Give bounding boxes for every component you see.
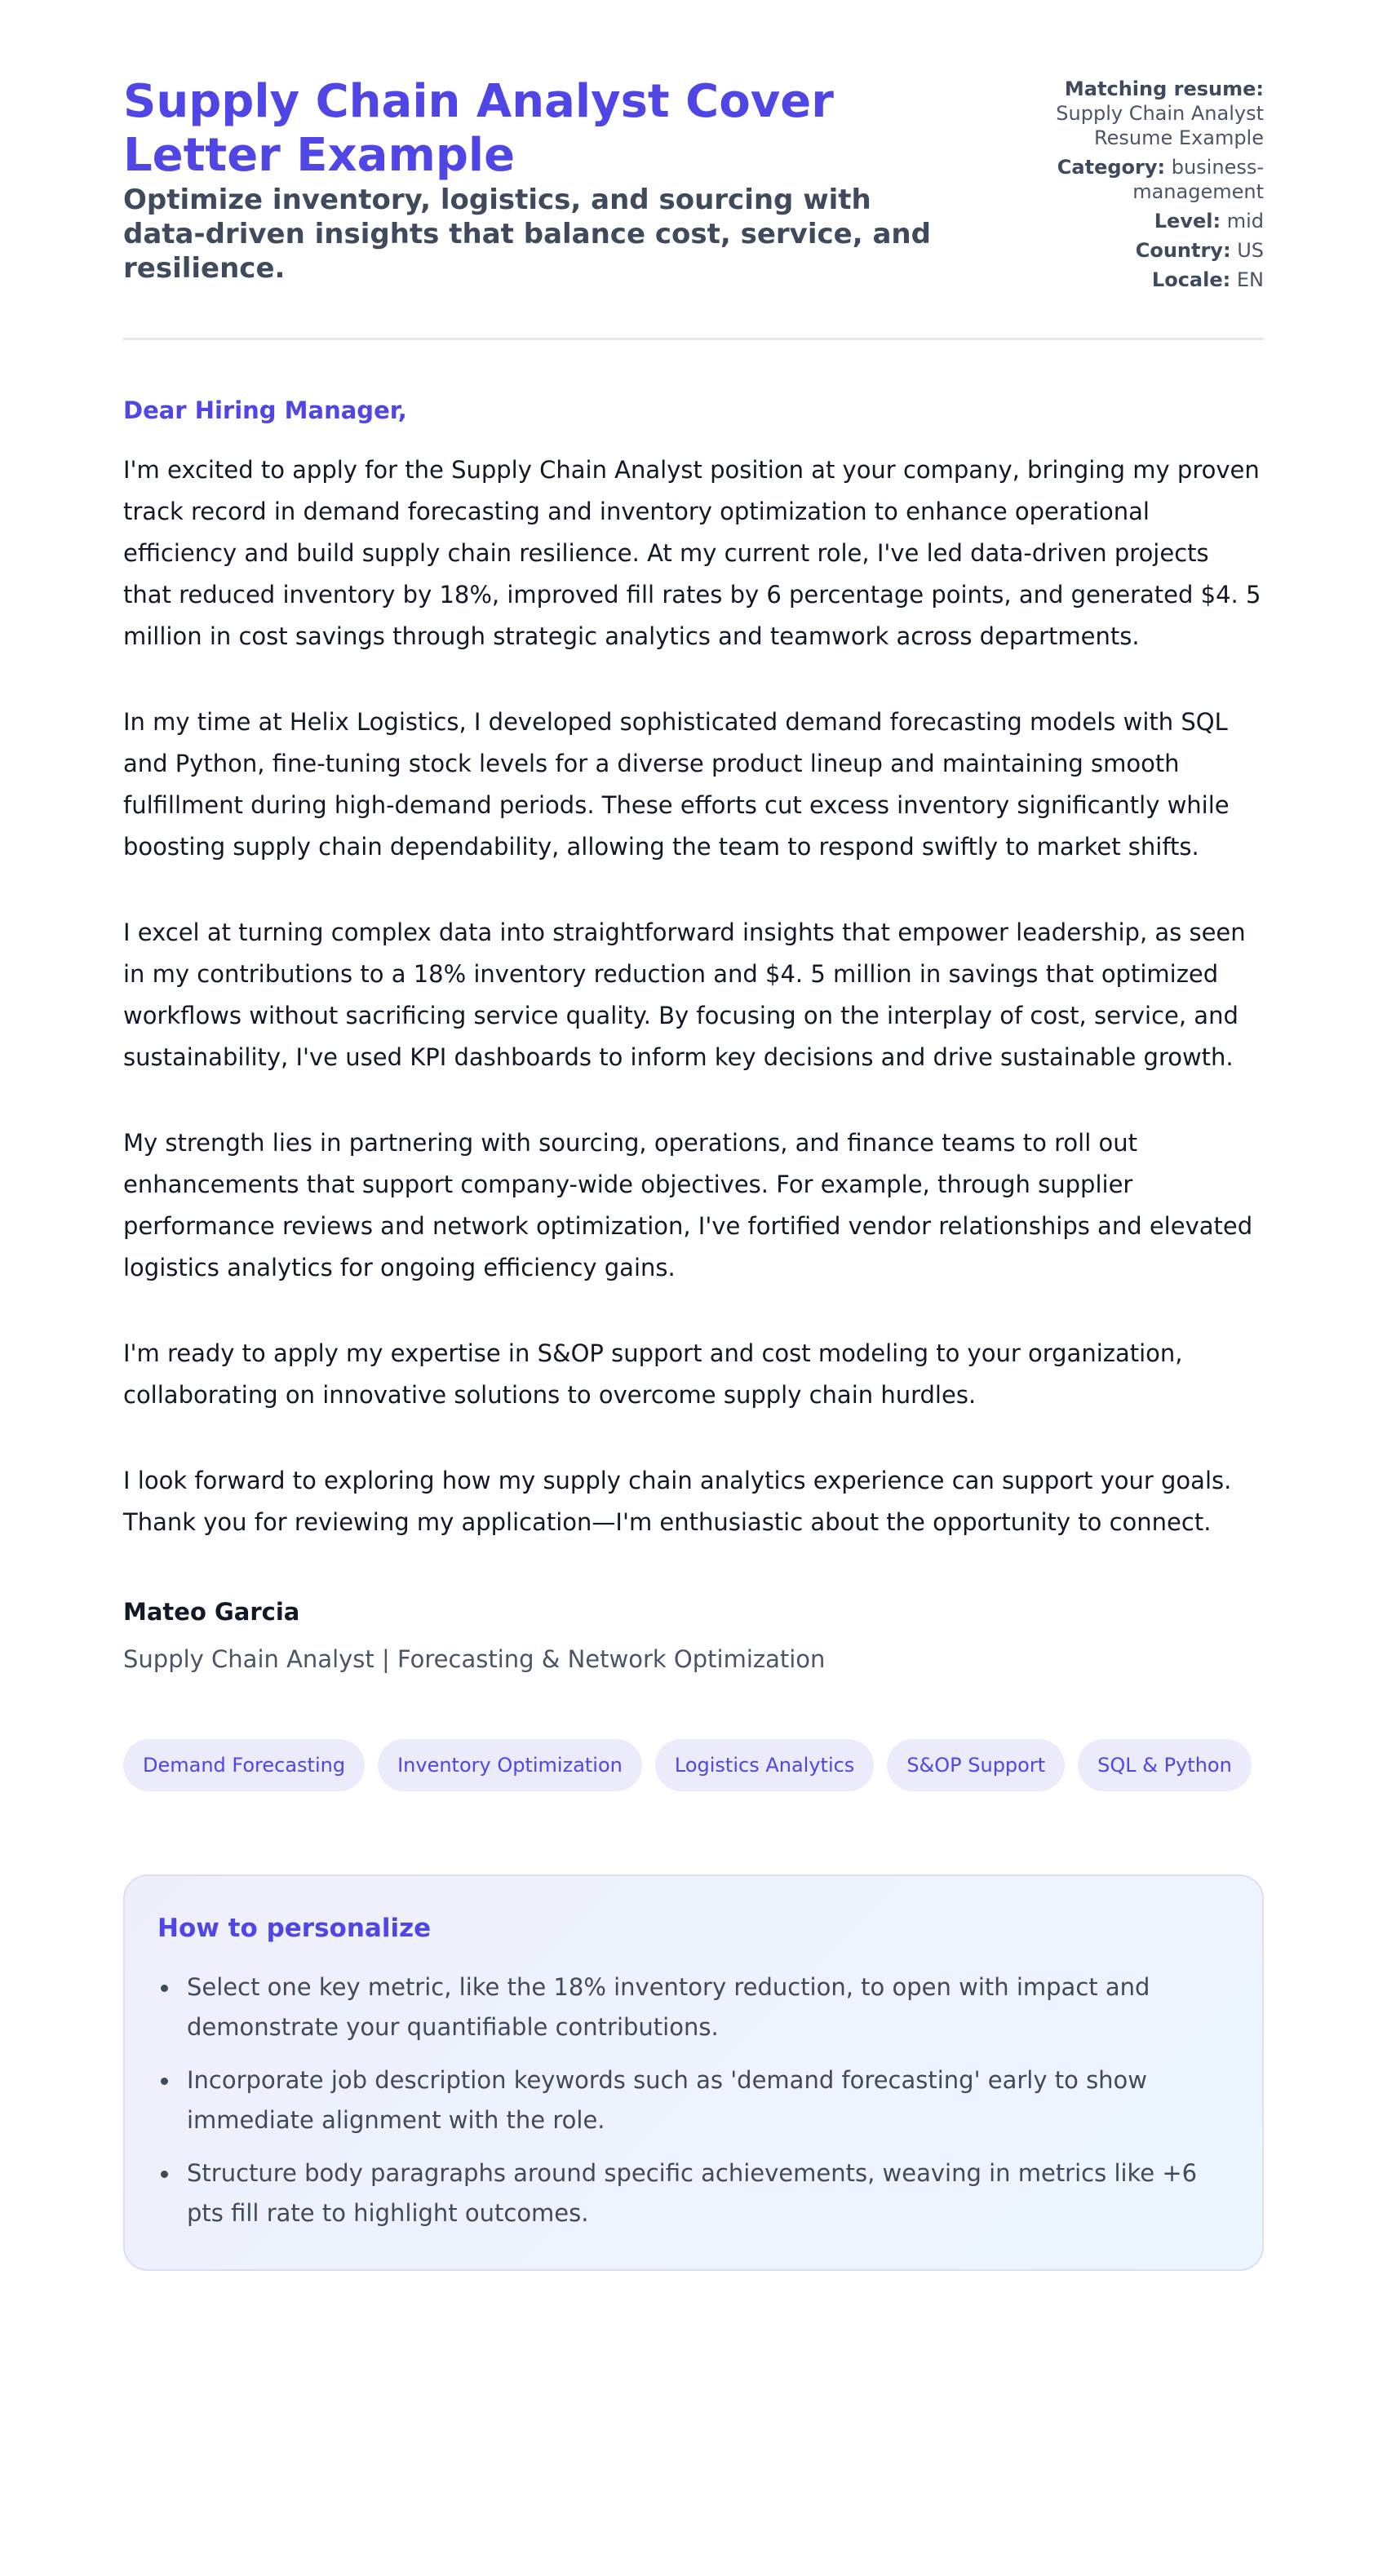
page-header <box>123 75 1264 340</box>
meta-label: Locale: <box>1151 268 1231 291</box>
letter-paragraph: In my time at Helix Logistics, I developed sophisticated demand forecasting models with SQL and Python, fine-tuning stock levels for a diverse product lineup and maintaining smooth fulfillment during high-demand periods. These efforts cut excess inventory significantly while boosting supply chain dependability, allowing the team to respond swiftly to market shifts. <box>123 708 1230 861</box>
meta-value: business-management <box>1132 156 1264 203</box>
letter-paragraph: I'm excited to apply for the Supply Chain Analyst position at your company, bringing my proven track record in demand forecasting and inventory optimization to enhance operational efficiency and build supply chain resilience. At my current role, I've led data-driven projects that reduced inventory by 18%, improved fill rates by 6 percentage points, and generated $4. 5 million in cost savings through strategic analytics and teamwork across departments. <box>123 456 1261 650</box>
meta-value: mid <box>1226 210 1264 232</box>
meta-matching-resume <box>1019 77 1264 150</box>
signature-block <box>123 1596 1264 1675</box>
meta-country <box>1019 238 1264 263</box>
meta-category <box>1019 155 1264 204</box>
meta-panel <box>1019 75 1264 297</box>
personalize-title: How to personalize <box>157 1914 432 1943</box>
signature-title: Supply Chain Analyst | Forecasting & Network Optimization <box>123 1645 826 1673</box>
matching-resume-link[interactable]: Supply Chain Analyst Resume Example <box>1056 102 1264 149</box>
meta-level <box>1019 209 1264 233</box>
personalize-tip <box>157 1967 1230 2047</box>
letter-greeting: Dear Hiring Manager, <box>123 396 407 424</box>
personalize-tip <box>157 2060 1230 2140</box>
page-subtitle: Optimize inventory, logistics, and sourcing with data-driven insights that balance cost, service, and resilience. <box>123 184 931 285</box>
meta-value: EN <box>1236 268 1264 291</box>
skill-tag: Demand Forecasting <box>123 1739 365 1791</box>
page-title: Supply Chain Analyst Cover Letter Example <box>123 75 834 182</box>
skill-tag: Inventory Optimization <box>378 1739 642 1791</box>
letter-body <box>123 340 1264 1675</box>
tip-text: Select one key metric, like the 18% inventory reduction, to open with impact and demonstrate your quantifiable contributions. <box>187 1973 1150 2041</box>
personalize-panel <box>123 1874 1264 2271</box>
meta-label: Matching resume: <box>1064 77 1264 100</box>
meta-label: Level: <box>1154 210 1221 232</box>
tip-text: Structure body paragraphs around specific achievements, weaving in metrics like +6 pts fill rate to highlight outcomes. <box>187 2159 1198 2227</box>
skill-tag: S&OP Support <box>887 1739 1065 1791</box>
letter-paragraph: My strength lies in partnering with sourcing, operations, and finance teams to roll out enhancements that support company-wide objectives. For example, through supplier performance reviews and network optimization, I've fortified vendor relationships and elevated logistics analytics for ongoing efficiency gains. <box>123 1129 1253 1281</box>
letter-paragraph: I excel at turning complex data into straightforward insights that empower leadership, as seen in my contributions to a 18% inventory reduction and $4. 5 million in savings that optimized workflows without sacrificing service quality. By focusing on the interplay of cost, service, and sustainability, I've used KPI dashboards to inform key decisions and drive sustainable growth. <box>123 918 1246 1071</box>
signature-name: Mateo Garcia <box>123 1598 300 1626</box>
personalize-list <box>157 1967 1230 2233</box>
bullet-icon <box>161 1985 168 1992</box>
letter-paragraph: I'm ready to apply my expertise in S&OP support and cost modeling to your organization, collaborating on innovative solutions to overcome supply chain hurdles. <box>123 1339 1183 1409</box>
skill-tags <box>123 1739 1264 1791</box>
skill-tag: SQL & Python <box>1078 1739 1252 1791</box>
meta-locale <box>1019 268 1264 292</box>
header-title-block <box>123 75 939 285</box>
personalize-tip <box>157 2153 1230 2233</box>
tip-text: Incorporate job description keywords such as 'demand forecasting' early to show immediate alignment with the role. <box>187 2066 1148 2134</box>
skill-tag: Logistics Analytics <box>655 1739 874 1791</box>
letter-paragraph: I look forward to exploring how my supply chain analytics experience can support your goals. Thank you for reviewing my application—I'm enthusiastic about the opportunity to connect. <box>123 1467 1232 1536</box>
meta-label: Country: <box>1135 239 1231 262</box>
meta-value: US <box>1237 239 1264 262</box>
meta-label: Category: <box>1057 156 1166 179</box>
bullet-icon <box>161 2078 168 2085</box>
bullet-icon <box>161 2171 168 2178</box>
